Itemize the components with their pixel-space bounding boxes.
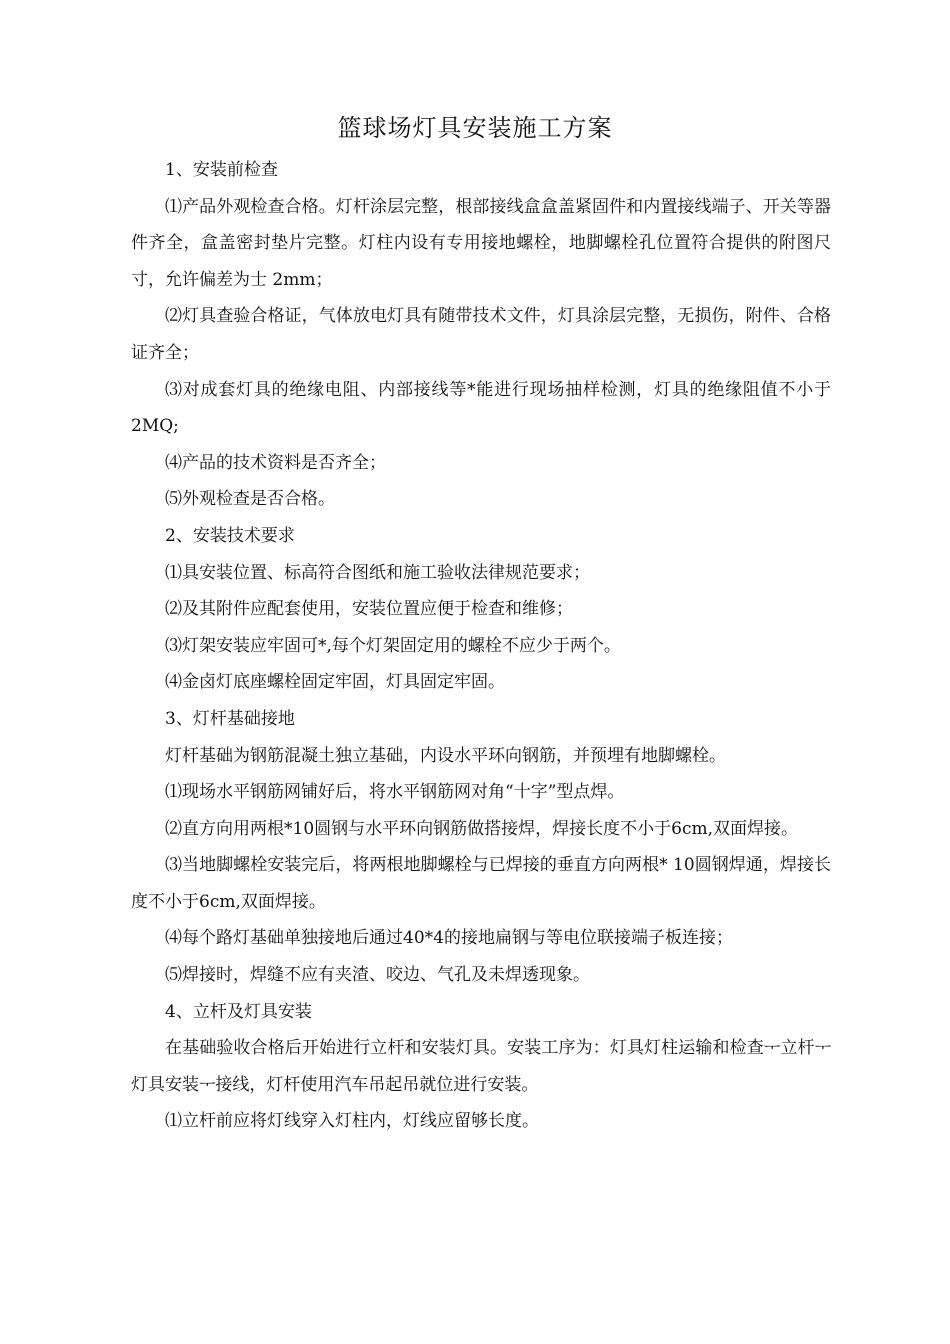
paragraph: ⑵灯具查验合格证，气体放电灯具有随带技术文件，灯具涂层完整，无损伤，附件、合格证齐全； [131,306,831,363]
paragraph: ⑶灯架安装应牢固可*,每个灯架固定用的螺栓不应少于两个。 [165,635,621,656]
paragraph: 灯杆基础为钢筋混凝土独立基础，内设水平环向钢筋，并预埋有地脚螺栓。 [165,745,726,766]
paragraph: ⑸外观检查是否合格。 [165,489,335,510]
section-heading-3: 3、灯杆基础接地 [165,708,295,729]
paragraph: ⑴现场水平钢筋网铺好后，将水平钢筋网对角“十字”型点焊。 [165,782,625,803]
paragraph: 在基础验收合格后开始进行立杆和安装灯具。安装工序为：灯具灯柱运输和检查ᅮ立杆ᅮ灯具安装ᅮ接线，灯杆使用汽车吊起吊就位进行安装。 [131,1038,831,1095]
document-title: 篮球场灯具安装施工方案 [337,114,613,142]
paragraph: ⑵及其附件应配套使用，安装位置应便于检查和维修； [165,599,573,620]
paragraph: ⑴产品外观检查合格。灯杆涂层完整，根部接线盒盒盖紧固件和内置接线端子、开关等器件齐全，盒盖密封垫片完整。灯柱内设有专用接地螺栓，地脚螺栓孔位置符合提供的附图尺寸，允许偏差为士 2mm； [131,196,831,290]
paragraph: ⑸焊接时，焊缝不应有夹渣、咬边、气孔及未焊透现象。 [165,965,590,986]
section-heading-4: 4、立杆及灯具安装 [165,1001,312,1022]
paragraph: ⑵直方向用两根*10圆钢与水平环向钢筋做搭接焊，焊接长度不小于6cm,双面焊接。 [165,818,798,839]
paragraph: ⑷每个路灯基础单独接地后通过40*4的接地扁钢与等电位联接端子板连接； [165,928,733,949]
section-heading-1: 1、安装前检查 [165,160,278,180]
paragraph: ⑶当地脚螺栓安装完后，将两根地脚螺栓与已焊接的垂直方向两根* 10圆钢焊通，焊接长度不小于6cm,双面焊接。 [131,855,831,912]
paragraph: ⑴具安装位置、标高符合图纸和施工验收法律规范要求； [165,562,590,583]
section-heading-2: 2、安装技术要求 [165,525,295,546]
paragraph: ⑶对成套灯具的绝缘电阻、内部接线等*能进行现场抽样检测，灯具的绝缘阻值不小于2MQ; [131,379,831,437]
paragraph: ⑷产品的技术资料是否齐全； [165,452,386,473]
paragraph: ⑴立杆前应将灯线穿入灯柱内，灯线应留够长度。 [165,1111,539,1132]
document-body [131,152,831,1140]
paragraph: ⑷金卤灯底座螺栓固定牢固，灯具固定牢固。 [165,672,505,693]
